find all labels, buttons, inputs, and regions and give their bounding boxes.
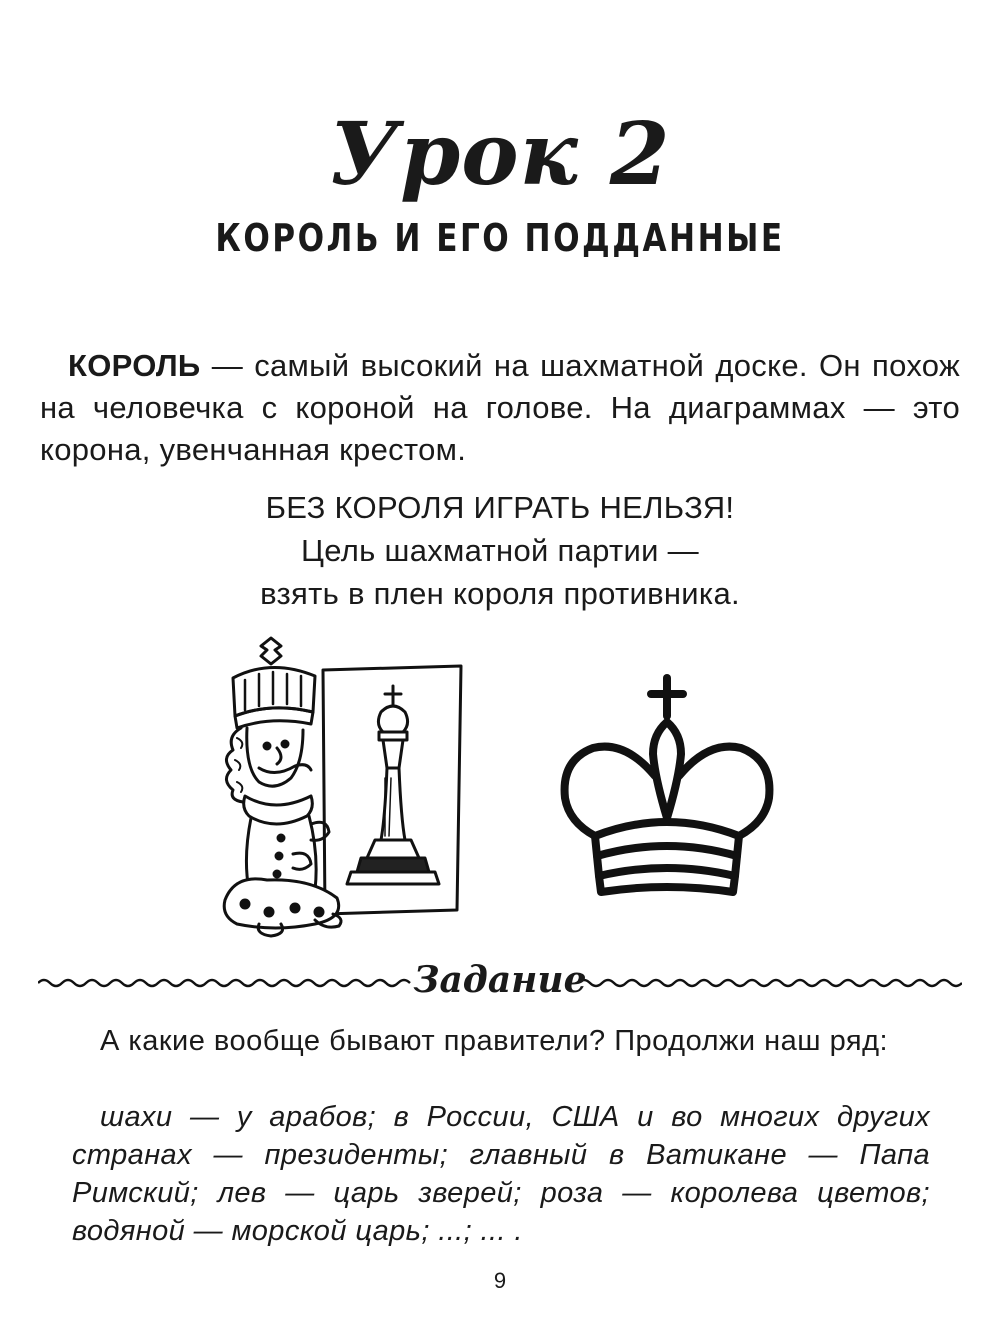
lesson-title: Урок 2	[329, 104, 671, 205]
intro-term: КОРОЛЬ	[68, 348, 201, 383]
king-symbol-icon	[555, 670, 780, 900]
rule-line-2: Цель шахматной партии —	[301, 533, 699, 568]
task-label: Задание	[413, 959, 587, 1001]
lesson-subtitle: КОРОЛЬ И ЕГО ПОДДАННЫЕ	[215, 216, 785, 260]
rule-line-3: взять в плен короля противника.	[260, 576, 740, 611]
rule-block	[0, 486, 1000, 615]
intro-text: — самый высокий на шахматной доске. Он похож на человечка с короной на голове. На диаграммах — это корона, увенчанная крестом.	[40, 348, 960, 467]
task-question: А какие вообще бывают правители? Продолжи наш ряд:	[100, 1025, 889, 1057]
intro-paragraph	[40, 345, 960, 471]
king-piece-icon	[347, 686, 439, 884]
king-character-illustration	[215, 628, 470, 940]
task-examples: шахи — у арабов; в России, США и во многих других странах — президенты; главный в Ватикане — Папа Римский; лев — царь зверей; роза — королева цветов; водяной — морской царь; ...; ... .	[72, 1101, 930, 1247]
rule-line-1: БЕЗ КОРОЛЯ ИГРАТЬ НЕЛЬЗЯ!	[265, 490, 735, 525]
page-number: 9	[493, 1268, 507, 1293]
